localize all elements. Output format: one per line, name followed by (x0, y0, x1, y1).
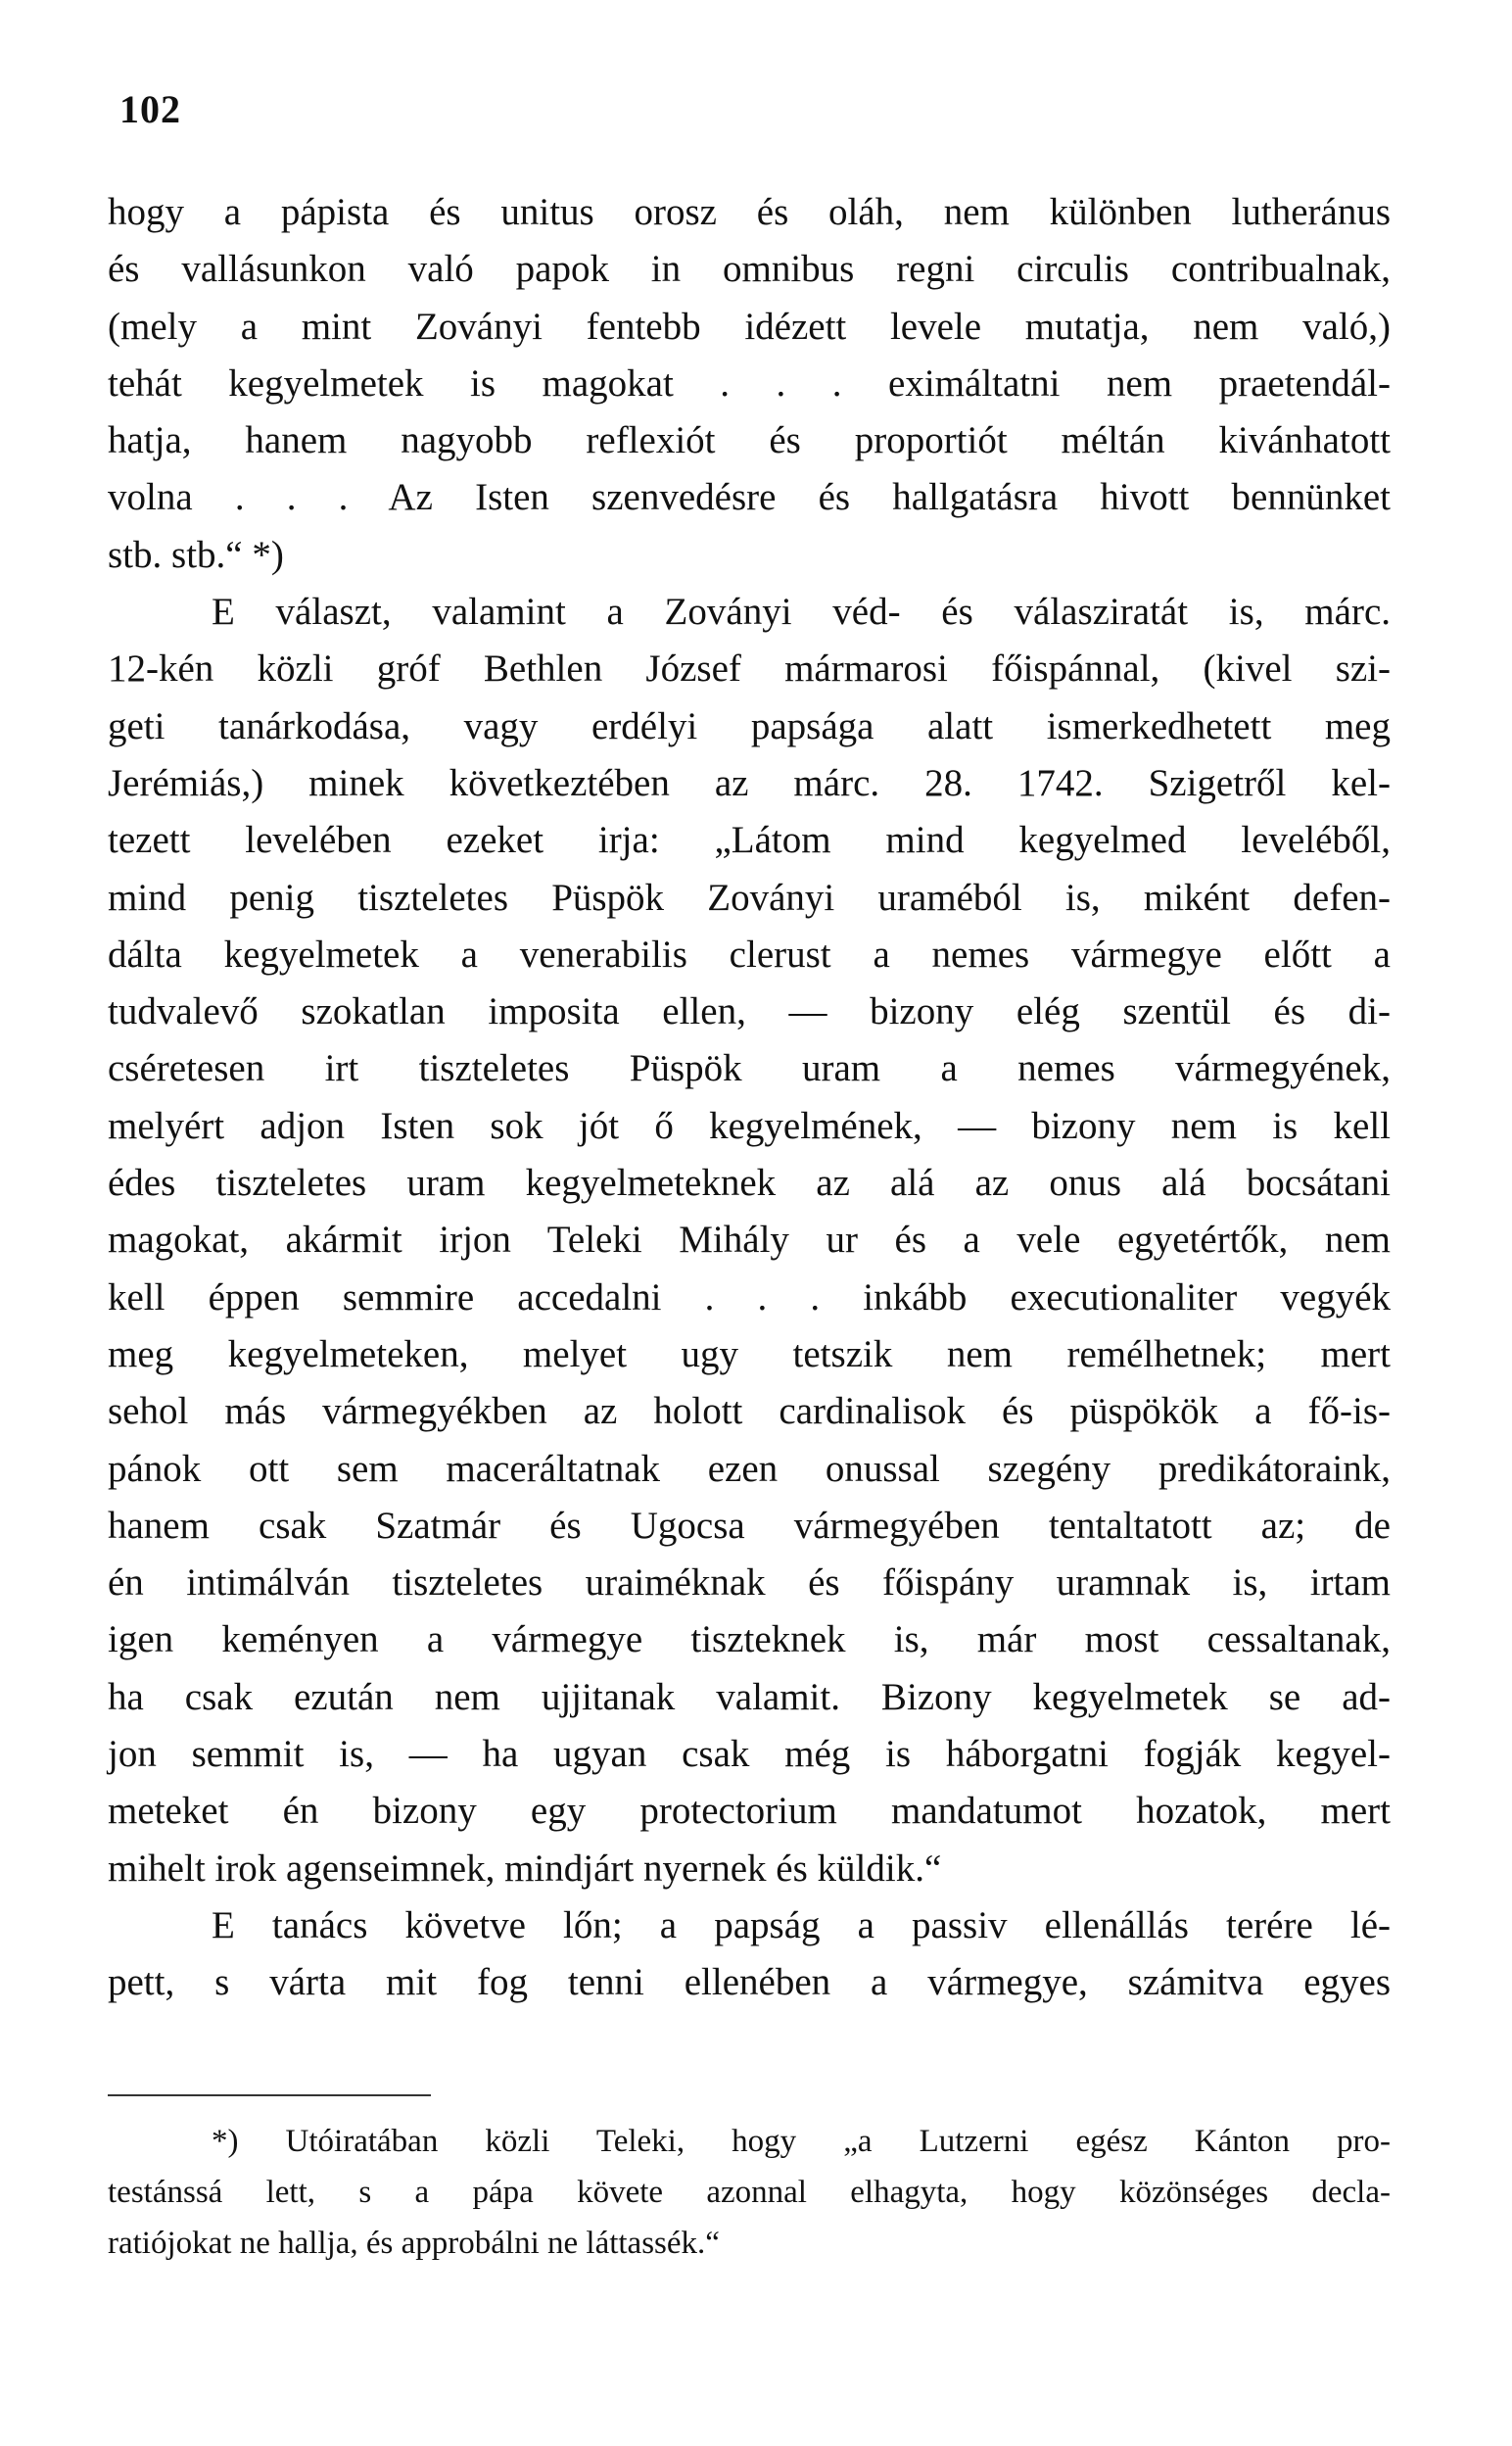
text-line: mihelt irok agenseimnek, mindjárt nyernek és küldik.“ (108, 1846, 942, 1890)
footnote-divider (108, 2094, 431, 2096)
text-line: pett, s várta mit fog tenni ellenében a vármegye, számitva egyes (108, 1961, 1391, 2004)
text-line: pánok ott sem maceráltatnak ezen onussal szegény predikátoraink, (108, 1447, 1391, 1490)
text-line: és vallásunkon való papok in omnibus regni circulis contribualnak, (108, 248, 1391, 291)
text-line: E tanács követve lőn; a papság a passiv ellenállás terére lé- (212, 1903, 1391, 1946)
text-line: volna . . . Az Isten szenvedésre és hallgatásra hivott bennünket (108, 476, 1391, 519)
text-line: hanem csak Szatmár és Ugocsa vármegyében tentaltatott az; de (108, 1504, 1391, 1547)
footnote-line: *) Utóiratában közli Teleki, hogy „a Lutzerni egész Kánton pro- (212, 2124, 1391, 2159)
text-line: dálta kegyelmetek a venerabilis clerust a nemes vármegye előtt a (108, 933, 1391, 976)
footnote (108, 2116, 1391, 2269)
text-line: tudvalevő szokatlan imposita ellen, — bizony elég szentül és di- (108, 990, 1391, 1033)
text-line: sehol más vármegyékben az holott cardinalisok és püspökök a fő-is- (108, 1390, 1391, 1433)
text-line: jon semmit is, — ha ugyan csak még is háborgatni fogják kegyel- (108, 1733, 1391, 1776)
text-line: tehát kegyelmetek is magokat . . . eximáltatni nem praetendál- (108, 361, 1391, 405)
footnote-line: testánssá lett, s a pápa követe azonnal elhagyta, hogy közönséges decla- (108, 2175, 1391, 2210)
text-line: én intimálván tiszteletes uraiméknak és főispány uramnak is, irtam (108, 1561, 1391, 1605)
text-line: (mely a mint Zoványi fentebb idézett levele mutatja, nem való,) (108, 305, 1391, 348)
text-line: hatja, hanem nagyobb reflexiót és proportiót méltán kivánhatott (108, 419, 1391, 462)
text-line: cséretesen irt tiszteletes Püspök uram a nemes vármegyének, (108, 1047, 1391, 1090)
text-line: stb. stb.“ *) (108, 533, 284, 576)
text-line: E választ, valamint a Zoványi véd- és válasziratát is, márc. (212, 591, 1391, 634)
text-line: melyért adjon Isten sok jót ő kegyelmének, — bizony nem is kell (108, 1104, 1391, 1147)
text-line: ha csak ezután nem ujjitanak valamit. Bizony kegyelmetek se ad- (108, 1675, 1391, 1718)
text-line: magokat, akármit irjon Teleki Mihály ur és a vele egyetértők, nem (108, 1219, 1391, 1262)
text-line: édes tiszteletes uram kegyelmeteknek az alá az onus alá bocsátani (108, 1162, 1391, 1205)
text-line: Jerémiás,) minek következtében az márc. 28. 1742. Szigetről kel- (108, 761, 1391, 804)
body-text (108, 184, 1391, 2012)
text-line: geti tanárkodása, vagy erdélyi papsága alatt ismerkedhetett meg (108, 704, 1391, 747)
text-line: mind penig tiszteletes Püspök Zoványi uraméból is, miként defen- (108, 876, 1391, 919)
text-line: meg kegyelmeteken, melyet ugy tetszik nem remélhetnek; mert (108, 1332, 1391, 1375)
text-line: igen keményen a vármegye tiszteknek is, már most cessaltanak, (108, 1618, 1391, 1661)
text-line: tezett levelében ezeket irja: „Látom mind kegyelmed leveléből, (108, 819, 1391, 862)
text-line: kell éppen semmire accedalni . . . inkább executionaliter vegyék (108, 1275, 1391, 1319)
footnote-line: ratiójokat ne hallja, és approbálni ne láttassék.“ (108, 2226, 720, 2261)
text-line: meteket én bizony egy protectorium mandatumot hozatok, mert (108, 1790, 1391, 1833)
page-number: 102 (119, 87, 181, 131)
text-line: 12-kén közli gróf Bethlen József mármarosi főispánnal, (kivel szi- (108, 647, 1391, 691)
text-line: hogy a pápista és unitus orosz és oláh, nem különben lutheránus (108, 191, 1391, 233)
